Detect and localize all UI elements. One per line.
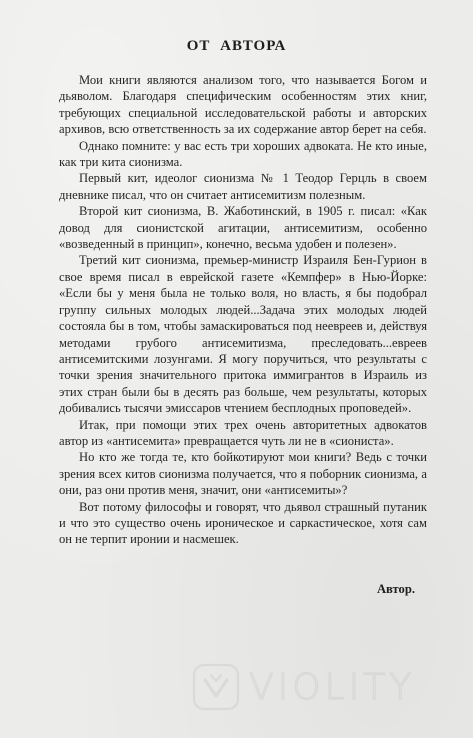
- watermark-text: VIOLITY: [249, 666, 416, 708]
- paragraph: Третий кит сионизма, премьер-министр Израиля Бен-Гурион в свое время писал в еврейской газете «Кемпфер» в Нью-Йорке: «Если бы у меня была не только воля, но власть, я бы подобрал группу сильных молодых людей...Задача этих молодых людей состояла бы в том, чтобы замаскироваться под неевреев и, действуя методами грубого антисемитизма, преследовать...евреев антисемитскими лозунгами. Я могу поручиться, что результаты с точки зрения значительного притока иммигрантов в Израиль из этих стран были бы в десять раз больше, чем результаты, которых добивались тысячи эмиссаров чтением бесплодных проповедей».: [59, 253, 427, 416]
- paragraph: Второй кит сионизма, В. Жаботинский, в 1905 г. писал: «Как довод для сионистской агитации, антисемитизм, особенно «возведенный в принцип», конечно, весьма удобен и полезен».: [59, 204, 427, 252]
- page-title: ОТ АВТОРА: [186, 38, 287, 54]
- paragraph: Вот потому философы и говорят, что дьявол страшный путаник и что это существо очень ироническое и саркастическое, хотя сам он не терпит иронии и насмешек.: [59, 499, 427, 547]
- violity-logo-icon: [191, 662, 241, 712]
- paragraph: Однако помните: у вас есть три хороших адвоката. Не кто иные, как три кита сионизма.: [59, 138, 427, 170]
- watermark: [191, 662, 415, 712]
- body-text: [59, 72, 427, 548]
- paragraph: Итак, при помощи этих трех очень авторитетных адвокатов автор из «антисемита» превращается чуть ли не в «сиониста».: [59, 417, 427, 448]
- paragraph: Мои книги являются анализом того, что называется Богом и дьяволом. Благодаря специфическим особенностям этих книг, требующих специальной исследовательской работы и авторских архивов, всю ответственность за их содержание автор берет на себя.: [59, 73, 427, 137]
- author-signature: Автор.: [376, 582, 415, 596]
- paragraph: Но кто же тогда те, кто бойкотируют мои книги? Ведь с точки зрения всех китов сионизма получается, что я поборник сионизма, а они, раз они против меня, значит, они «антисемиты»?: [59, 450, 427, 498]
- paragraph: Первый кит, идеолог сионизма № 1 Теодор Герцль в своем дневнике писал, что он считает антисемитизм полезным.: [59, 171, 427, 202]
